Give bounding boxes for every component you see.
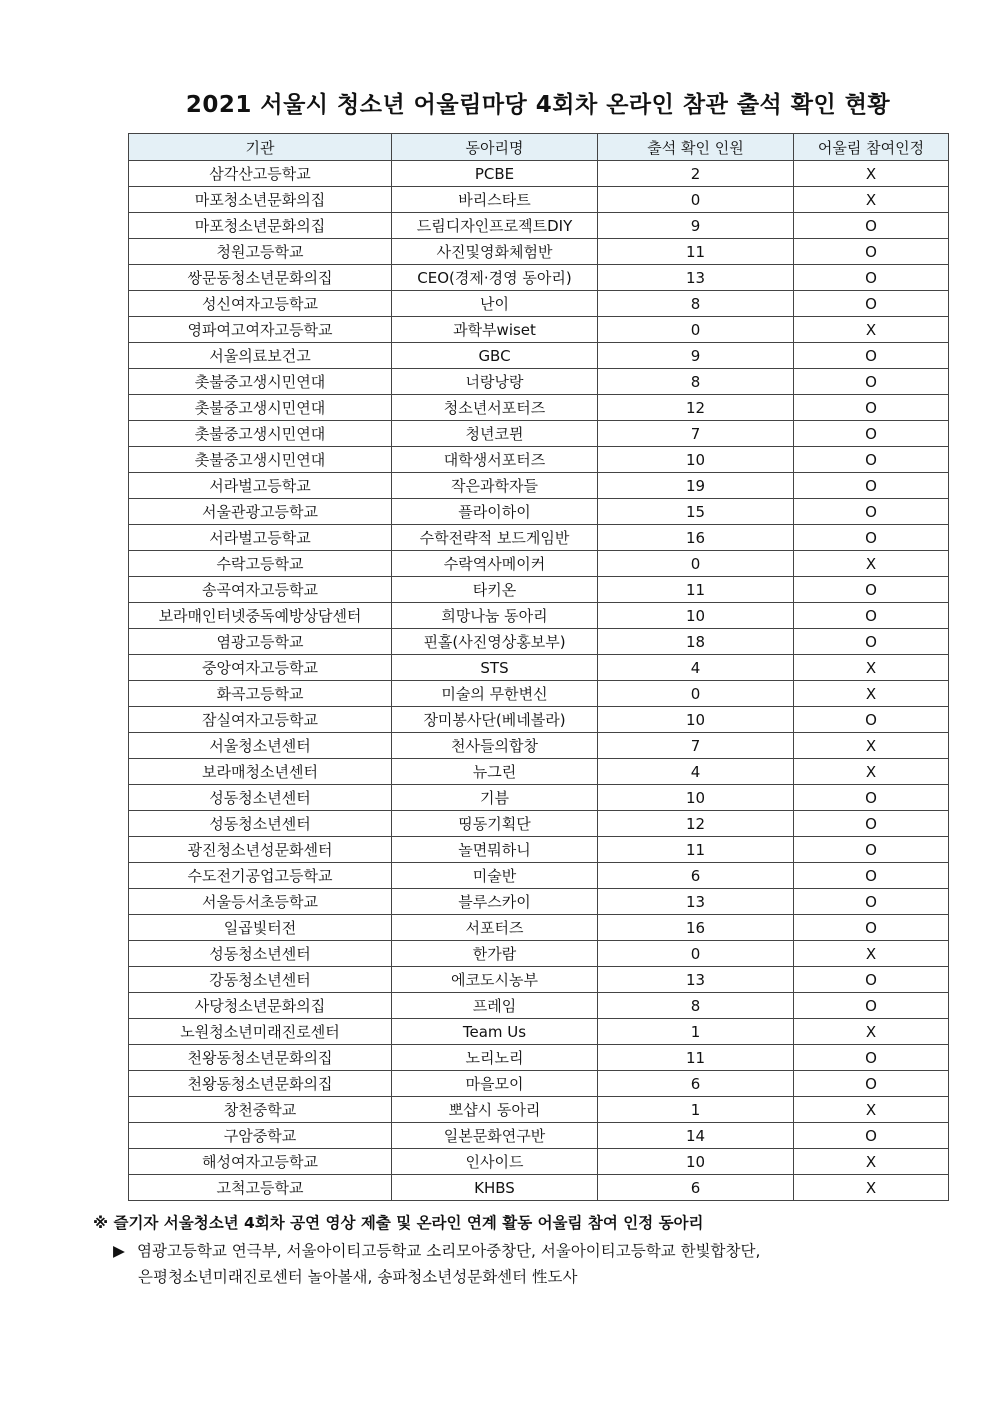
cell-participation-approved: O [794,265,949,291]
cell-organization: 성동청소년센터 [129,811,392,837]
cell-participation-approved: O [794,1123,949,1149]
cell-attendance-count: 0 [598,941,794,967]
cell-participation-approved: O [794,395,949,421]
cell-participation-approved: X [794,1019,949,1045]
cell-attendance-count: 8 [598,369,794,395]
cell-participation-approved: X [794,733,949,759]
table-row [129,811,949,837]
table-row [129,577,949,603]
cell-participation-approved: X [794,161,949,187]
cell-participation-approved: O [794,499,949,525]
cell-participation-approved: X [794,551,949,577]
cell-organization: 화곡고등학교 [129,681,392,707]
cell-club-name: 띵동기획단 [392,811,598,837]
cell-attendance-count: 7 [598,733,794,759]
cell-organization: 수도전기공업고등학교 [129,863,392,889]
cell-organization: 강동청소년센터 [129,967,392,993]
cell-attendance-count: 10 [598,785,794,811]
cell-participation-approved: O [794,915,949,941]
page-title: 2021 서울시 청소년 어울림마당 4회차 온라인 참관 출석 확인 현황 [185,92,891,118]
cell-attendance-count: 9 [598,213,794,239]
cell-attendance-count: 10 [598,707,794,733]
cell-organization: 잠실여자고등학교 [129,707,392,733]
table-row [129,291,949,317]
cell-attendance-count: 4 [598,655,794,681]
cell-participation-approved: O [794,447,949,473]
table-row [129,863,949,889]
cell-organization: 성신여자고등학교 [129,291,392,317]
table-row [129,967,949,993]
cell-organization: 천왕동청소년문화의집 [129,1071,392,1097]
table-row [129,993,949,1019]
cell-organization: 송곡여자고등학교 [129,577,392,603]
table-row [129,447,949,473]
cell-attendance-count: 19 [598,473,794,499]
cell-participation-approved: O [794,525,949,551]
cell-club-name: 청년코뮌 [392,421,598,447]
cell-organization: 마포청소년문화의집 [129,187,392,213]
cell-participation-approved: O [794,1071,949,1097]
cell-club-name: 노리노리 [392,1045,598,1071]
cell-club-name: 미술반 [392,863,598,889]
cell-club-name: 사진및영화체험반 [392,239,598,265]
cell-club-name: 천사들의합창 [392,733,598,759]
cell-organization: 구암중학교 [129,1123,392,1149]
cell-participation-approved: O [794,889,949,915]
attendance-table [128,133,949,1201]
table-row [129,1071,949,1097]
cell-attendance-count: 12 [598,811,794,837]
cell-participation-approved: X [794,941,949,967]
cell-club-name: 프레임 [392,993,598,1019]
cell-participation-approved: O [794,785,949,811]
cell-organization: 쌍문동청소년문화의집 [129,265,392,291]
cell-organization: 마포청소년문화의집 [129,213,392,239]
table-row [129,421,949,447]
cell-club-name: 대학생서포터즈 [392,447,598,473]
cell-participation-approved: O [794,707,949,733]
cell-club-name: 한가람 [392,941,598,967]
cell-club-name: 일본문화연구반 [392,1123,598,1149]
cell-club-name: 드림디자인프로젝트DIY [392,213,598,239]
cell-attendance-count: 11 [598,239,794,265]
cell-organization: 사당청소년문화의집 [129,993,392,1019]
cell-organization: 보라매인터넷중독예방상담센터 [129,603,392,629]
cell-attendance-count: 8 [598,291,794,317]
cell-organization: 서울의료보건고 [129,343,392,369]
cell-attendance-count: 10 [598,603,794,629]
note-heading: ※ 즐기자 서울청소년 4회차 공연 영상 제출 및 온라인 연계 활동 어울림 참여 인정 동아리 [93,1214,704,1232]
cell-club-name: 타키온 [392,577,598,603]
cell-club-name: CEO(경제·경영 동아리) [392,265,598,291]
cell-club-name: GBC [392,343,598,369]
cell-attendance-count: 6 [598,1175,794,1201]
table-row [129,343,949,369]
cell-club-name: 과학부wiset [392,317,598,343]
table-row [129,681,949,707]
cell-organization: 해성여자고등학교 [129,1149,392,1175]
table-row [129,759,949,785]
cell-club-name: 작은과학자들 [392,473,598,499]
table-row [129,187,949,213]
table-row [129,1097,949,1123]
cell-attendance-count: 6 [598,863,794,889]
cell-club-name: 플라이하이 [392,499,598,525]
header-organization: 기관 [129,134,392,161]
cell-club-name: KHBS [392,1175,598,1201]
note-line-1 [113,1239,760,1261]
cell-participation-approved: O [794,291,949,317]
cell-attendance-count: 0 [598,551,794,577]
table-row [129,1045,949,1071]
cell-organization: 수락고등학교 [129,551,392,577]
cell-organization: 서울관광고등학교 [129,499,392,525]
cell-attendance-count: 11 [598,837,794,863]
cell-participation-approved: O [794,993,949,1019]
cell-participation-approved: O [794,239,949,265]
cell-organization: 촛불중고생시민연대 [129,447,392,473]
cell-organization: 촛불중고생시민연대 [129,369,392,395]
cell-club-name: 놀면뭐하니 [392,837,598,863]
cell-participation-approved: O [794,863,949,889]
table-row [129,1149,949,1175]
cell-organization: 중앙여자고등학교 [129,655,392,681]
table-row [129,213,949,239]
table-row [129,733,949,759]
cell-club-name: 인사이드 [392,1149,598,1175]
note-text-1: 염광고등학교 연극부, 서울아이티고등학교 소리모아중창단, 서울아이티고등학교 한빛합창단, [137,1242,761,1260]
table-row [129,941,949,967]
cell-attendance-count: 18 [598,629,794,655]
cell-attendance-count: 7 [598,421,794,447]
table-row [129,837,949,863]
cell-participation-approved: O [794,369,949,395]
table-row [129,317,949,343]
cell-participation-approved: O [794,603,949,629]
cell-participation-approved: X [794,317,949,343]
cell-club-name: 기븜 [392,785,598,811]
table-row [129,239,949,265]
cell-organization: 서라벌고등학교 [129,473,392,499]
cell-participation-approved: X [794,1149,949,1175]
table-row [129,161,949,187]
cell-organization: 영파여고여자고등학교 [129,317,392,343]
cell-attendance-count: 2 [598,161,794,187]
cell-club-name: 에코도시농부 [392,967,598,993]
cell-club-name: 마을모이 [392,1071,598,1097]
cell-participation-approved: O [794,343,949,369]
table-row [129,1019,949,1045]
table-row [129,551,949,577]
cell-club-name: 수학전략적 보드게임반 [392,525,598,551]
cell-club-name: 핀홀(사진영상홍보부) [392,629,598,655]
header-participation-approved: 어울림 참여인정 [794,134,949,161]
cell-participation-approved: X [794,1175,949,1201]
cell-organization: 보라매청소년센터 [129,759,392,785]
cell-organization: 서라벌고등학교 [129,525,392,551]
cell-organization: 일곱빛터전 [129,915,392,941]
table-row [129,889,949,915]
table-row [129,1175,949,1201]
cell-participation-approved: X [794,681,949,707]
cell-attendance-count: 0 [598,187,794,213]
table-row [129,915,949,941]
cell-attendance-count: 16 [598,915,794,941]
cell-organization: 청원고등학교 [129,239,392,265]
cell-attendance-count: 6 [598,1071,794,1097]
cell-organization: 삼각산고등학교 [129,161,392,187]
cell-club-name: STS [392,655,598,681]
cell-organization: 촛불중고생시민연대 [129,395,392,421]
cell-attendance-count: 16 [598,525,794,551]
cell-organization: 촛불중고생시민연대 [129,421,392,447]
cell-attendance-count: 9 [598,343,794,369]
table-row [129,499,949,525]
cell-participation-approved: O [794,473,949,499]
cell-attendance-count: 12 [598,395,794,421]
cell-organization: 고척고등학교 [129,1175,392,1201]
table-row [129,395,949,421]
cell-club-name: 뽀샵시 동아리 [392,1097,598,1123]
note-line-2: 은평청소년미래진로센터 놀아볼새, 송파청소년성문화센터 性도사 [138,1268,578,1286]
cell-attendance-count: 13 [598,967,794,993]
cell-club-name: 희망나눔 동아리 [392,603,598,629]
header-club-name: 동아리명 [392,134,598,161]
cell-participation-approved: X [794,655,949,681]
cell-participation-approved: O [794,629,949,655]
cell-organization: 천왕동청소년문화의집 [129,1045,392,1071]
cell-club-name: 뉴그린 [392,759,598,785]
table-row [129,655,949,681]
cell-participation-approved: O [794,811,949,837]
cell-organization: 광진청소년성문화센터 [129,837,392,863]
cell-club-name: 바리스타트 [392,187,598,213]
cell-attendance-count: 13 [598,265,794,291]
header-attendance-count: 출석 확인 인원 [598,134,794,161]
cell-organization: 창천중학교 [129,1097,392,1123]
cell-participation-approved: O [794,1045,949,1071]
cell-club-name: 너랑낭랑 [392,369,598,395]
cell-organization: 서울청소년센터 [129,733,392,759]
cell-club-name: 서포터즈 [392,915,598,941]
cell-club-name: Team Us [392,1019,598,1045]
cell-attendance-count: 15 [598,499,794,525]
cell-participation-approved: O [794,213,949,239]
cell-club-name: 장미봉사단(베네볼라) [392,707,598,733]
cell-attendance-count: 11 [598,1045,794,1071]
cell-organization: 염광고등학교 [129,629,392,655]
cell-attendance-count: 11 [598,577,794,603]
cell-attendance-count: 14 [598,1123,794,1149]
cell-club-name: 수락역사메이커 [392,551,598,577]
cell-club-name: PCBE [392,161,598,187]
table-row [129,265,949,291]
table-row [129,369,949,395]
cell-attendance-count: 1 [598,1019,794,1045]
cell-participation-approved: O [794,967,949,993]
cell-participation-approved: O [794,577,949,603]
table-row [129,525,949,551]
cell-participation-approved: O [794,421,949,447]
table-row [129,473,949,499]
table-row [129,707,949,733]
cell-participation-approved: O [794,837,949,863]
cell-club-name: 블루스카이 [392,889,598,915]
cell-participation-approved: X [794,187,949,213]
cell-attendance-count: 10 [598,1149,794,1175]
cell-attendance-count: 8 [598,993,794,1019]
cell-participation-approved: X [794,1097,949,1123]
cell-attendance-count: 0 [598,681,794,707]
bullet-arrow-icon: ▶ [113,1242,125,1260]
cell-club-name: 난이 [392,291,598,317]
table-row [129,629,949,655]
cell-attendance-count: 4 [598,759,794,785]
cell-organization: 성동청소년센터 [129,785,392,811]
table-row [129,603,949,629]
table-row [129,1123,949,1149]
table-body [129,161,949,1201]
cell-attendance-count: 10 [598,447,794,473]
cell-attendance-count: 1 [598,1097,794,1123]
cell-organization: 서울등서초등학교 [129,889,392,915]
table-header-row [129,134,949,161]
table-row [129,785,949,811]
cell-attendance-count: 0 [598,317,794,343]
cell-participation-approved: X [794,759,949,785]
cell-club-name: 청소년서포터즈 [392,395,598,421]
cell-organization: 노원청소년미래진로센터 [129,1019,392,1045]
cell-organization: 성동청소년센터 [129,941,392,967]
cell-attendance-count: 13 [598,889,794,915]
cell-club-name: 미술의 무한변신 [392,681,598,707]
